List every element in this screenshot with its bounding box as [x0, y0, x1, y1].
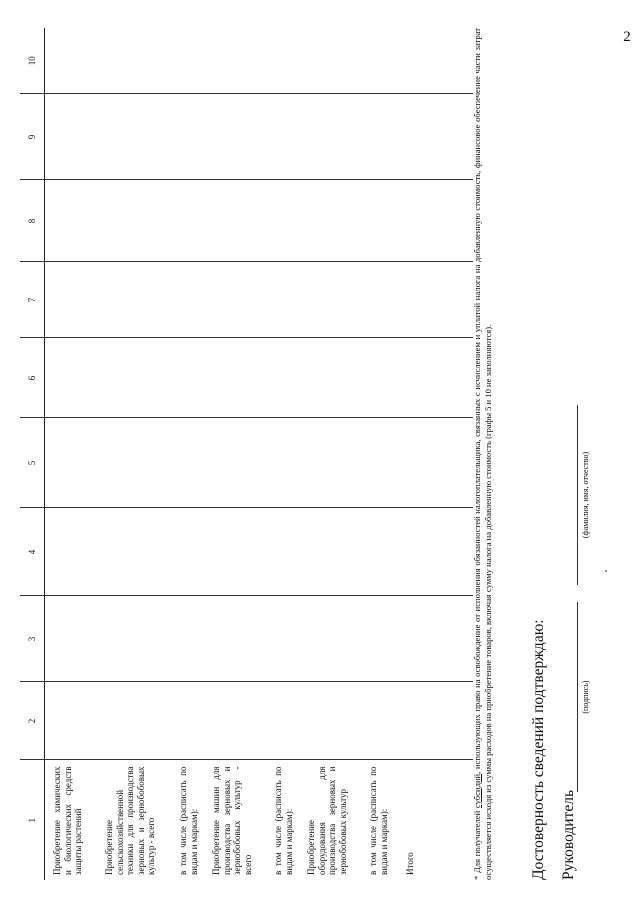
table-cell: [366, 508, 399, 596]
table-cell: [421, 262, 473, 338]
col-header: 9: [20, 94, 45, 180]
table-cell: [421, 28, 473, 94]
table-cell: [399, 94, 421, 180]
table-cell: [366, 418, 399, 508]
table-cell: [176, 338, 209, 418]
table-cell: [421, 94, 473, 180]
table-cell: [102, 418, 176, 508]
table-cell: [45, 338, 103, 418]
table-cell: [366, 682, 399, 760]
footnote-text: , использующих право на освобождение от исполнения обязанностей налогоплательщика, связанных с исчислением и уплатой налога на добавленную стоимость, финансовое обеспечение части затрат осуществляется исходя из суммы расходов на приобретение товаров, включая сумму налога на добавленную стоимость (графы 5 и 10 не заполняются).: [472, 28, 493, 880]
table-cell: [399, 262, 421, 338]
table-cell: [209, 508, 271, 596]
table-cell: [176, 418, 209, 508]
col-header: 5: [20, 418, 45, 508]
signature-block: [560, 28, 595, 880]
table-cell: [304, 94, 366, 180]
table-row-empty: [421, 28, 473, 880]
table-cell: [421, 338, 473, 418]
table-cell: [45, 682, 103, 760]
table-row: [45, 28, 103, 880]
row-label: Приобретение оборудования для производства зерновых и зернобобовых культур: [306, 766, 348, 875]
row-label: в том числе (расписать по видам и маркам):: [368, 766, 389, 875]
table-cell: [399, 28, 421, 94]
table-row: [102, 28, 176, 880]
row-label: Итого: [405, 852, 415, 875]
table-cell: [271, 508, 304, 596]
table-cell: [304, 338, 366, 418]
table-cell: [366, 28, 399, 94]
table-cell: [304, 508, 366, 596]
table-cell: [209, 338, 271, 418]
table-cell: [399, 418, 421, 508]
table-cell: [102, 682, 176, 760]
subsidy-table: [20, 28, 473, 880]
table-cell: [176, 180, 209, 262]
table-cell: [366, 596, 399, 682]
table-cell: [176, 262, 209, 338]
table-row: [304, 28, 366, 880]
table-cell: [102, 338, 176, 418]
table-cell: [45, 418, 103, 508]
table-cell: [102, 180, 176, 262]
page-number: 2: [623, 29, 631, 45]
table-cell: [421, 418, 473, 508]
table-cell: [399, 508, 421, 596]
table-cell: [421, 180, 473, 262]
table-cell: [271, 338, 304, 418]
signature-line: [577, 602, 578, 792]
table-cell: [45, 596, 103, 682]
table-cell: [399, 682, 421, 760]
head-label: Руководитель: [560, 789, 577, 880]
confirmation-heading: Достоверность сведений подтверждаю:: [530, 619, 547, 880]
footnote: [472, 28, 493, 880]
row-label: в том числе (расписать по видам и маркам):: [178, 766, 199, 875]
table-cell: [45, 28, 103, 94]
col-header: 6: [20, 338, 45, 418]
table-cell: [102, 596, 176, 682]
table-cell: [399, 180, 421, 262]
table-cell: [209, 262, 271, 338]
header-row: [20, 28, 45, 880]
table-cell: [366, 180, 399, 262]
col-header: 3: [20, 596, 45, 682]
form-sheet: [20, 28, 595, 880]
col-header: 10: [20, 28, 45, 94]
name-line: [577, 405, 578, 585]
table-cell: [102, 262, 176, 338]
table-cell: [304, 28, 366, 94]
footnote-underlined: субсидий: [472, 773, 482, 809]
table-cell: [304, 418, 366, 508]
signature-caption: (подпись): [581, 680, 590, 714]
table-cell: [421, 508, 473, 596]
row-label: Приобретение машин для производства зерновых и зернобобовых культур - всего: [211, 766, 253, 875]
table-cell: [271, 180, 304, 262]
name-caption: (фамилия, имя, отчество): [581, 451, 590, 539]
table-cell: [304, 682, 366, 760]
table-cell: [45, 262, 103, 338]
table-cell: [271, 596, 304, 682]
table-cell: [271, 28, 304, 94]
table-row: [271, 28, 304, 880]
table-cell: [271, 94, 304, 180]
table-cell: [304, 596, 366, 682]
table-cell: [366, 338, 399, 418]
table-cell: [209, 418, 271, 508]
table-cell: [45, 508, 103, 596]
table-row: [176, 28, 209, 880]
footnote-prefix: * Для получателей: [472, 808, 482, 880]
table-cell: [209, 94, 271, 180]
table-row: [209, 28, 271, 880]
table-cell: [366, 94, 399, 180]
table-cell: [209, 28, 271, 94]
table-row: [399, 28, 421, 880]
table-cell: [176, 682, 209, 760]
table-cell: [102, 28, 176, 94]
table-cell: [209, 682, 271, 760]
col-header: 8: [20, 180, 45, 262]
table-cell: [176, 596, 209, 682]
col-header: 1: [20, 760, 45, 880]
table-cell: [366, 262, 399, 338]
table-cell: [176, 94, 209, 180]
table-cell: [271, 682, 304, 760]
table-cell: [176, 28, 209, 94]
table-cell: [271, 262, 304, 338]
table-cell: [421, 760, 473, 880]
table-cell: [271, 418, 304, 508]
table-cell: [304, 180, 366, 262]
table-cell: [45, 94, 103, 180]
col-header: 2: [20, 682, 45, 760]
table-cell: [399, 338, 421, 418]
table-cell: [304, 262, 366, 338]
row-label: Приобретение сельскохозяйственной техники для производства зерновых и зернобобовых культур - всего: [104, 766, 157, 875]
table-cell: [209, 180, 271, 262]
row-label: Приобретение химических и биологических средств защиты растений: [52, 766, 84, 875]
scan-speck: [605, 570, 607, 572]
table-cell: [421, 682, 473, 760]
table-cell: [45, 180, 103, 262]
col-header: 7: [20, 262, 45, 338]
table-cell: [399, 596, 421, 682]
table-row: [366, 28, 399, 880]
col-header: 4: [20, 508, 45, 596]
table-cell: [102, 94, 176, 180]
table-cell: [176, 508, 209, 596]
row-label: в том числе (расписать по видам и маркам):: [273, 766, 294, 875]
table-cell: [209, 596, 271, 682]
table-cell: [102, 508, 176, 596]
table-cell: [421, 596, 473, 682]
